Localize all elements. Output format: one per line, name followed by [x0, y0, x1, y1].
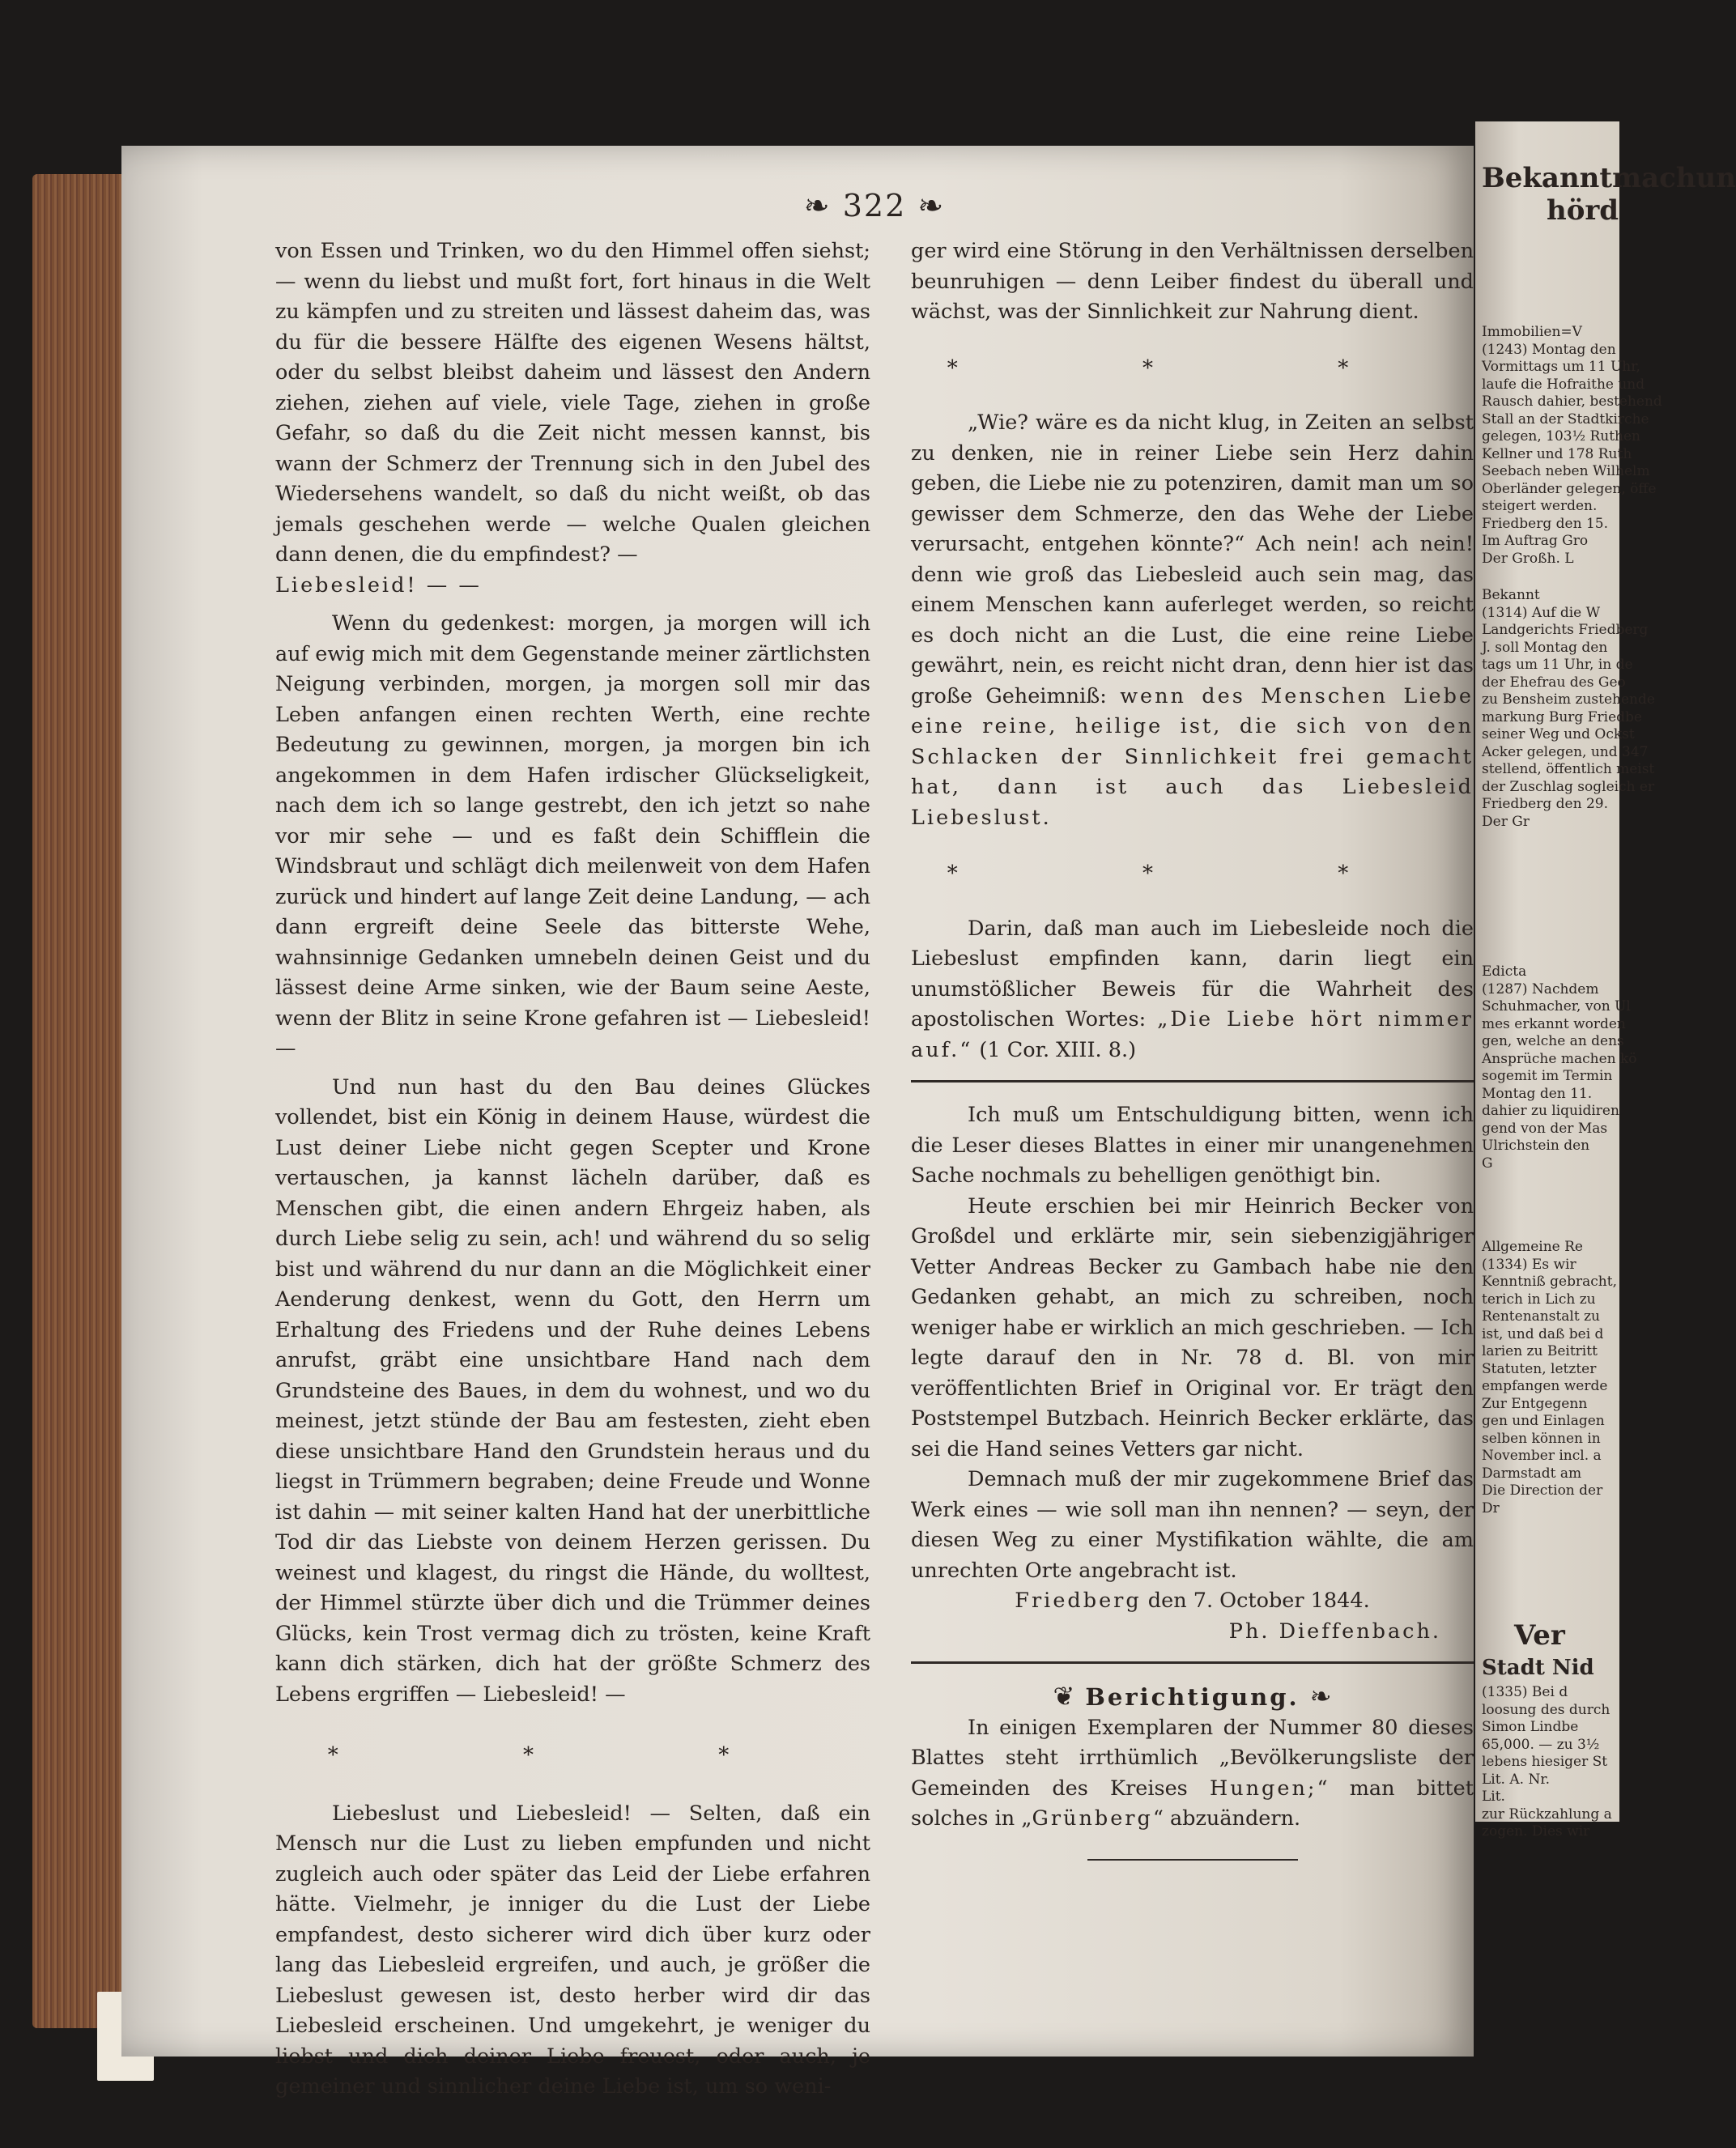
paragraph: Heute erschien bei mir Heinrich Becker von Großdel und erklärte mir, sein siebenzigjähriger Vetter Andreas Becker zu Gambach habe nie den Gedanken gehabt, an mich zu schreiben, noch weniger habe er wirklich an mich geschrieben. — Ich legte darauf den in Nr. 78 d. Bl. von mir veröffentlichten Brief in Original vor. Er trägt den Poststempel Butzbach. Heinrich Becker erklärte, das sei die Hand seines Vetters gar nicht.	[911, 1193, 1474, 1461]
adjacent-text-line: gen und Einlagen	[1482, 1413, 1605, 1429]
adjacent-text-line: lebens hiesiger St	[1482, 1754, 1608, 1770]
adjacent-text-line: zur Rückzahlung a	[1482, 1806, 1612, 1823]
adjacent-text-line: Rausch dahier, bestehend	[1482, 393, 1662, 410]
paragraph	[911, 1713, 1474, 1835]
adjacent-text-line: Ulrichstein den	[1482, 1138, 1590, 1154]
paragraph: von Essen und Trinken, wo du den Himmel offen siehst; — wenn du liebst und mußt fort, fort hinaus in die Welt zu kämpfen und zu streiten und lässest daheim das, was du für die bessere Hälfte des eigenen Wesens hältst, oder du selbst bleibst daheim und lässest den Andern ziehen, ziehen auf viele, viele Tage, ziehen in große Gefahr, so daß du die Zeit nicht messen kannst, bis wann der Schmerz der Trennung sich in den Jubel des Wiedersehens wandelt, so daß du nicht weißt, ob das jemals geschehen werde — welche Qualen gleichen dann denen, die du empfindest? —	[275, 239, 870, 567]
adjacent-text-line: Der Gr	[1482, 813, 1530, 830]
adjacent-block-a	[1482, 324, 1662, 568]
adjacent-text-line: steigert werden.	[1482, 498, 1598, 514]
adjacent-text-line: J. soll Montag den	[1482, 639, 1608, 656]
adjacent-text-line: Immobilien=V	[1482, 324, 1582, 340]
left-column	[275, 236, 870, 2103]
adjacent-text-line: mes erkannt worden	[1482, 1015, 1626, 1032]
adjacent-text-line: Vormittags um 11 Uhr,	[1482, 359, 1640, 375]
section-rule	[911, 1661, 1474, 1664]
adjacent-text-line: Simon Lindbe	[1482, 1719, 1579, 1735]
adjacent-text-line: (1287) Nachdem	[1482, 980, 1599, 997]
adjacent-text-line: gelegen, 103½ Ruthen	[1482, 428, 1641, 444]
heading-text: Berichtigung.	[1085, 1683, 1300, 1711]
paragraph: Und nun hast du den Bau deines Glückes vollendet, bist ein König in deinem Hause, würdest die Lust deiner Liebe nicht gegen Scepter und Krone vertauschen, ja kannst lächeln darüber, daß es Menschen gibt, die einen andern Ehrgeiz haben, als durch Liebe selig zu sein, ach! und während du so selig bist und während du nur dann an die Möglichkeit einer Aenderung denkest, wenn du Gott, den Herrn um Erhaltung des Friedens und der Ruhe deines Lebens anrufst, gräbt eine unsichtbare Hand nach dem Grundsteine des Baues, in dem du wohnest, und wo du meinest, jetzt stünde der Bau am festesten, zieht eben diese unsichtbare Hand den Grundstein heraus und du liegst in Trümmern begraben; deine Freude und Wonne ist dahin — mit seiner kalten Hand hat der unerbittliche Tod dir das Liebste von deinem Herzen gerissen. Du weinest und klagest, du ringst die Hände, du wolltest, der Himmel stürzte über dich und die Trümmer deines Glücks, kein Trost vermag dich zu trösten, keine Kraft kann dich stärken, dich hat der größte Schmerz des Lebens ergriffen — Liebesleid! —	[275, 1074, 870, 1707]
adjacent-block-e	[1482, 1619, 1612, 1841]
paragraph-text: In einigen Exemplaren der Nummer 80 dieses Blattes steht irrthümlich „Bevölkerungsliste der Gemeinden des Kreises	[911, 1715, 1474, 1801]
adjacent-text-line: Schuhmacher, von Ul	[1482, 998, 1631, 1014]
adjacent-text-line: terich in Lich zu	[1482, 1291, 1596, 1308]
paragraph-text: „Wie? wäre es da nicht klug, in Zeiten an selbst zu denken, nie in reiner Liebe sein Herz dahin geben, die Liebe nie zu potenziren, damit man um so gewisser dem Schmerze, den das Wehe der Liebe verursacht, entgehen könnte?“ Ach nein! ach nein! denn wie groß das Liebesleid auch sein mag, das einem Menschen kann auferleget werden, so reicht es doch nicht an die Lust, die eine reine Liebe gewährt, nein, es reicht nicht dran, denn hier ist das große Geheimniß:	[911, 410, 1474, 708]
adjacent-text-line: Ansprüche machen kö	[1482, 1050, 1637, 1067]
adjacent-subtitle: hörd	[1547, 194, 1619, 227]
adjacent-text-line: November incl. a	[1482, 1448, 1602, 1464]
adjacent-text-line: (1335) Bei d	[1482, 1684, 1568, 1700]
adjacent-text-line: stellend, öffentlich meist	[1482, 761, 1655, 777]
adjacent-text-line: zogen. Dies wir	[1482, 1823, 1590, 1840]
adjacent-text-line: seiner Weg und Ockst	[1482, 726, 1635, 742]
adjacent-block-c	[1482, 963, 1637, 1172]
paragraph: Demnach muß der mir zugekommene Brief das Werk eines — wie soll man ihn nennen? — seyn, der diesen Weg zu einer Mystifikation wählte, die am unrechten Orte angebracht ist.	[911, 1467, 1474, 1583]
adjacent-page-header	[1482, 162, 1736, 227]
paragraph-end: Liebesleid! — —	[275, 572, 482, 598]
section-divider-stars: * * *	[947, 861, 1438, 886]
paragraph	[911, 408, 1474, 833]
adjacent-text-line: Montag den 11.	[1482, 1085, 1593, 1102]
adjacent-text-line: Bekannt	[1482, 587, 1540, 603]
adjacent-text-line: Friedberg den 15.	[1482, 515, 1608, 532]
adjacent-text-line: Die Direction der	[1482, 1482, 1603, 1499]
adjacent-text-line: empfangen werde	[1482, 1378, 1608, 1394]
adjacent-text-line: der Ehefrau des Geo	[1482, 674, 1626, 691]
adjacent-text-line: Lit.	[1482, 1789, 1505, 1805]
date-line	[911, 1586, 1474, 1617]
adjacent-text-line: Lit. A. Nr.	[1482, 1771, 1550, 1788]
date-text: den 7. October 1844.	[1147, 1589, 1370, 1613]
paragraph-text: “ man bittet solches in „	[911, 1776, 1474, 1831]
adjacent-text-line: (1334) Es wir	[1482, 1256, 1576, 1273]
paragraph-text: “ abzuändern.	[1152, 1806, 1301, 1831]
ornament-icon: ❧	[917, 188, 946, 223]
adjacent-text-line: Friedberg den 29.	[1482, 796, 1608, 812]
adjacent-text-line: markung Burg Friedbe	[1482, 708, 1642, 725]
place-name: Friedberg	[1015, 1589, 1142, 1613]
adjacent-text-line: laufe die Hofraithe und	[1482, 376, 1645, 393]
adjacent-text-line: (1243) Montag den	[1482, 341, 1616, 358]
adjacent-text-line: Darmstadt am	[1482, 1465, 1582, 1482]
adjacent-title: Bekanntmachun	[1482, 162, 1736, 194]
adjacent-text-line: Kenntniß gebracht,	[1482, 1274, 1617, 1290]
adjacent-text-line: zu Bensheim zustehende	[1482, 691, 1655, 708]
signature: Ph. Dieffenbach.	[1228, 1618, 1441, 1644]
adjacent-text-line: der Zuschlag sogleich er	[1482, 778, 1655, 795]
emphasized-quote: „Die Liebe hört nimmer auf.“	[911, 1007, 1474, 1062]
adjacent-text-line: Landgerichts Friedberg	[1482, 622, 1649, 638]
right-column	[911, 236, 1474, 1861]
end-rule	[1087, 1859, 1298, 1861]
adjacent-text-line: selben können in	[1482, 1430, 1601, 1447]
adjacent-text-line: Der Großh. L	[1482, 550, 1574, 567]
adjacent-block-b	[1482, 587, 1655, 831]
adjacent-page	[1475, 121, 1736, 1840]
paragraph-text: Darin, daß man auch im Liebesleide noch die Liebeslust empfinden kann, darin liegt ein unumstößlicher Beweis für die Wahrheit des apostolischen Wortes:	[911, 916, 1474, 1031]
adjacent-block-d	[1482, 1239, 1617, 1517]
adjacent-text-line: larien zu Beitritt	[1482, 1343, 1598, 1359]
adjacent-text-line: loosung des durch	[1482, 1701, 1610, 1718]
adjacent-text-line: Rentenanstalt zu	[1482, 1308, 1601, 1325]
correction-heading	[911, 1682, 1474, 1713]
page-number-text: 322	[842, 188, 907, 223]
adjacent-text-line: Dr	[1482, 1499, 1500, 1516]
adjacent-text-line: Acker gelegen, und 347	[1482, 743, 1649, 760]
paragraph	[911, 914, 1474, 1066]
section-rule	[911, 1080, 1474, 1083]
ornament-icon: ❧	[1309, 1681, 1332, 1712]
adjacent-text-line: Edicta	[1482, 963, 1527, 980]
adjacent-text-line: gend von der Mas	[1482, 1120, 1608, 1137]
paragraph: Wenn du gedenkest: morgen, ja morgen will ich auf ewig mich mit dem Gegenstande meiner zärtlichsten Neigung verbinden, morgen, ja morgen soll mir das Leben anfangen einen rechten Werth, eine rechte Bedeutung zu gewinnen, morgen, ja morgen bin ich angekommen in dem Hafen irdischer Glückseligkeit, nach dem ich so lange gestrebt, den ich jetzt so nahe vor mir sehe — und es faßt dein Schifflein die Windsbraut und schlägt dich meilenweit von dem Hafen zurück und hindert auf lange Zeit deine Landung, — ach dann ergreift deine Seele das bitterste Wehe, wahnsinnige Gedanken umnebeln deinen Geist und du lässest deine Arme sinken, wie der Baum seine Aeste, wenn der Blitz in seine Krone gefahren ist — Liebesleid! —	[275, 611, 870, 1061]
adjacent-heading: Ver	[1514, 1619, 1565, 1652]
paragraph: ger wird eine Störung in den Verhältnissen derselben beunruhigen — denn Leiber findest du überall und wächst, was der Sinnlichkeit zur Nahrung dient.	[911, 239, 1474, 324]
adjacent-text-line: Stall an der Stadtkirche	[1482, 410, 1649, 427]
place-name: Grünberg	[1032, 1806, 1153, 1831]
adjacent-text-line: (1314) Auf die W	[1482, 604, 1601, 621]
adjacent-text-line: Statuten, letzter	[1482, 1360, 1597, 1377]
adjacent-text-line: sogemit im Termin	[1482, 1068, 1613, 1084]
adjacent-text-line: 65,000. — zu 3½	[1482, 1736, 1600, 1753]
adjacent-text-line: Im Auftrag Gro	[1482, 533, 1589, 549]
adjacent-text-line: Zur Entgegenn	[1482, 1395, 1588, 1412]
adjacent-text-line: tags um 11 Uhr, in de	[1482, 657, 1633, 673]
adjacent-heading: Stadt Nid	[1482, 1656, 1594, 1680]
place-name: Hungen;	[1209, 1776, 1317, 1801]
adjacent-text-line: dahier zu liquidiren	[1482, 1103, 1619, 1119]
book-page-edges	[32, 174, 130, 2028]
page-number	[777, 188, 972, 223]
adjacent-text-line: G	[1482, 1155, 1493, 1172]
emphasized-text: wenn des Menschen Liebe eine reine, heilige ist, die sich von den Schlacken der Sinnlichkeit frei gemacht hat, dann ist auch das Liebesleid Liebeslust.	[911, 683, 1474, 830]
adjacent-lines	[1482, 1684, 1612, 1841]
bible-reference: (1 Cor. XIII. 8.)	[979, 1037, 1137, 1062]
adjacent-text-line: Oberländer gelegen, öffe	[1482, 480, 1657, 497]
paragraph: Liebeslust und Liebesleid! — Selten, daß ein Mensch nur die Lust zu lieben empfunden und nicht zugleich auch oder später das Leid der Liebe erfahren hätte. Vielmehr, je inniger du die Lust der Liebe empfandest, desto sicherer wird dich über kurz oder lang das Liebesleid ergreifen, und auch, je größer die Liebeslust gewesen ist, desto herber wird dir das Liebesleid erscheinen. Und umgekehrt, je weniger du liebst und dich deiner Liebe freuest, oder auch, je gemeiner und sinnlicher deine Liebe ist, um so weni-	[275, 1801, 870, 2099]
ornament-icon: ❧	[803, 188, 832, 223]
paragraph: Ich muß um Entschuldigung bitten, wenn ich die Leser dieses Blattes in einer mir unangenehmen Sache nochmals zu behelligen genöthigt bin.	[911, 1103, 1474, 1188]
adjacent-text-line: Allgemeine Re	[1482, 1239, 1583, 1255]
adjacent-text-line: Kellner und 178 Ruth	[1482, 445, 1632, 462]
adjacent-text-line: ist, und daß bei d	[1482, 1325, 1604, 1342]
section-divider-stars: * * *	[327, 1743, 819, 1767]
section-divider-stars: * * *	[947, 355, 1438, 381]
adjacent-text-line: gen, welche an dens	[1482, 1033, 1624, 1049]
adjacent-text-line: Seebach neben Wilhelm	[1482, 463, 1650, 479]
ornament-icon: ❦	[1053, 1681, 1075, 1712]
